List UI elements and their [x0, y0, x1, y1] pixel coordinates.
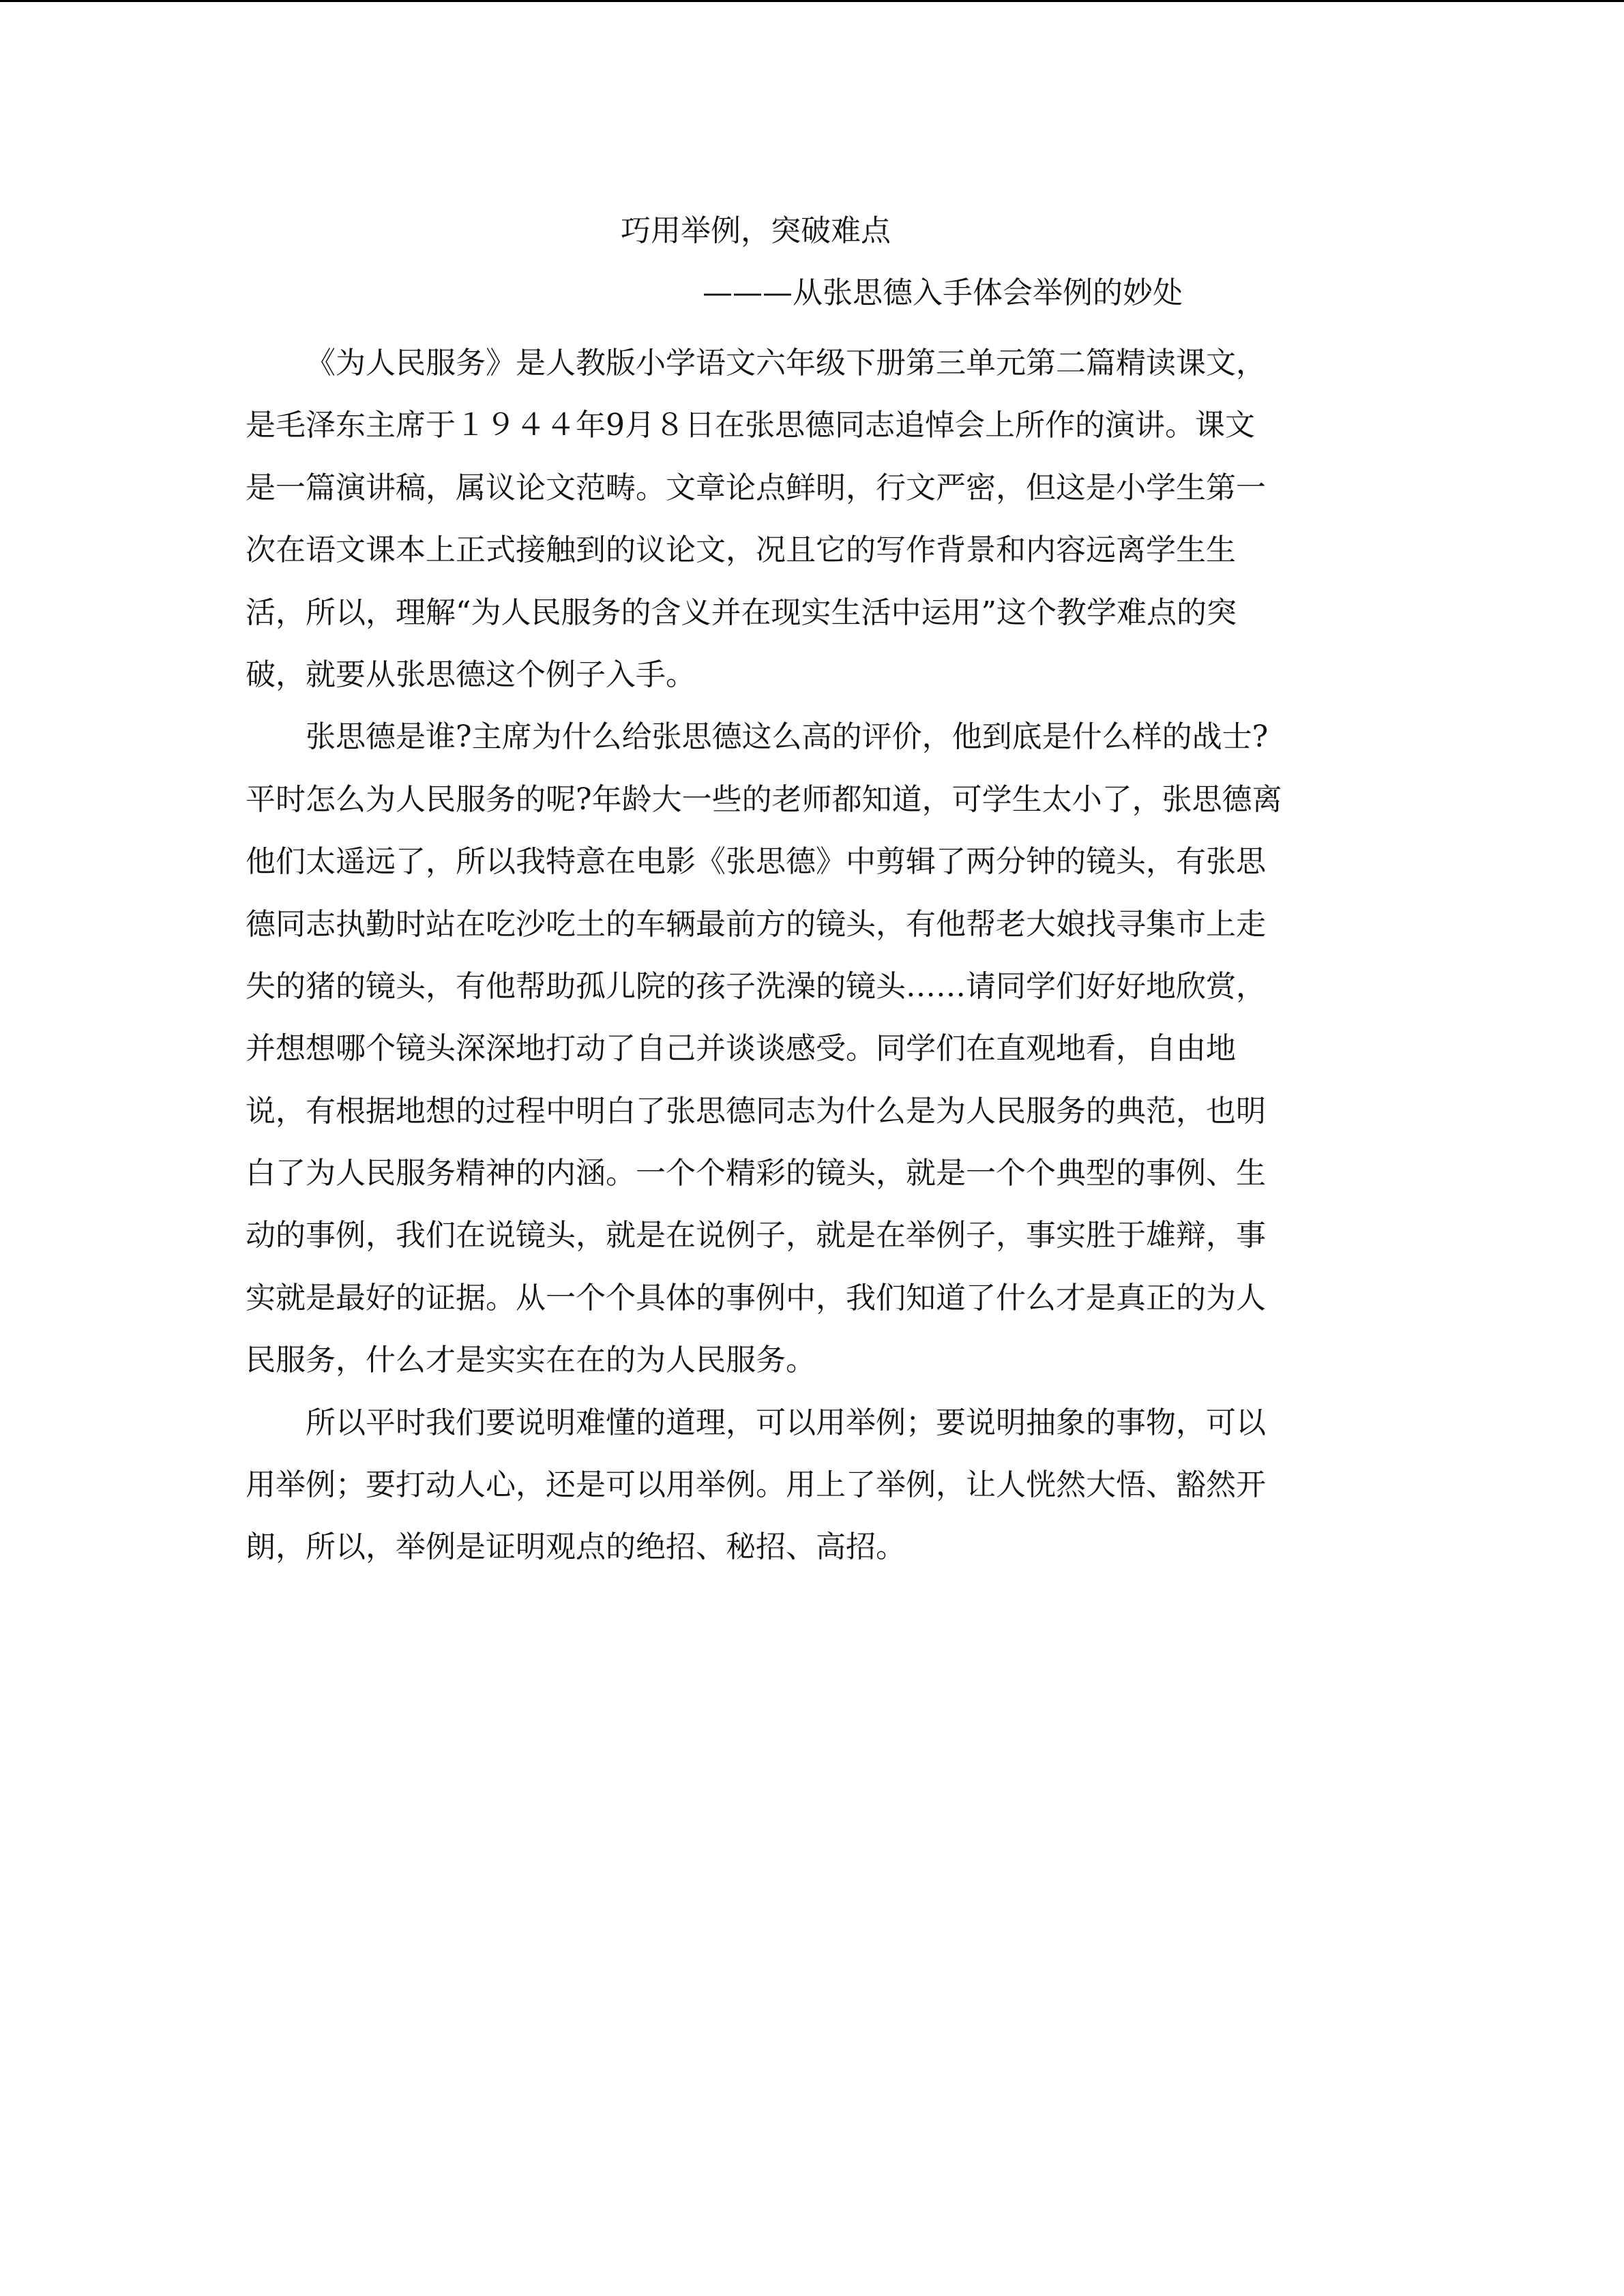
text-line: 朗，所以，举例是证明观点的绝招、秘招、高招。	[246, 1530, 906, 1565]
text-line: 破，就要从张思德这个例子入手。	[246, 657, 696, 692]
document-subtitle: ———从张思德入手体会举例的妙处	[703, 275, 1183, 310]
text-line: 并想想哪个镜头深深地打动了自己并谈谈感受。同学们在直观地看，自由地	[246, 1031, 1236, 1067]
text-line: 所以平时我们要说明难懂的道理，可以用举例；要说明抽象的事物，可以	[306, 1405, 1266, 1440]
paragraph-2	[246, 706, 1371, 1391]
paragraph-1	[246, 332, 1371, 706]
text-line: 平时怎么为人民服务的呢?年龄大一些的老师都知道，可学生太小了，张思德离	[246, 781, 1282, 817]
document-body	[246, 332, 1371, 1579]
text-line: 活，所以，理解“为人民服务的含义并在现实生活中运用”这个教学难点的突	[246, 595, 1237, 630]
text-line: 动的事例，我们在说镜头，就是在说例子，就是在举例子，事实胜于雄辩，事	[246, 1218, 1266, 1253]
text-line: 次在语文课本上正式接触到的议论文，况且它的写作背景和内容远离学生生	[246, 533, 1236, 568]
text-line: 《为人民服务》是人教版小学语文六年级下册第三单元第二篇精读课文，	[306, 346, 1266, 381]
text-line: 是一篇演讲稿，属议论文范畴。文章论点鲜明，行文严密，但这是小学生第一	[246, 470, 1266, 505]
paragraph-3	[246, 1392, 1371, 1579]
text-line: 德同志执勤时站在吃沙吃土的车辆最前方的镜头，有他帮老大娘找寻集市上走	[246, 906, 1266, 942]
text-line: 他们太遥远了，所以我特意在电影《张思德》中剪辑了两分钟的镜头，有张思	[246, 844, 1266, 880]
text-line: 是毛泽东主席于１９４４年9月８日在张思德同志追悼会上所作的演讲。课文	[246, 408, 1255, 443]
text-line: 用举例；要打动人心，还是可以用举例。用上了举例，让人恍然大悟、豁然开	[246, 1467, 1266, 1503]
text-line: 张思德是谁?主席为什么给张思德这么高的评价，他到底是什么样的战士?	[306, 719, 1269, 755]
text-line: 民服务，什么才是实实在在的为人民服务。	[246, 1343, 816, 1378]
text-line: 失的猪的镜头，有他帮助孤儿院的孩子洗澡的镜头……请同学们好好地欣赏，	[246, 968, 1266, 1004]
text-line: 说，有根据地想的过程中明白了张思德同志为什么是为人民服务的典范，也明	[246, 1093, 1266, 1129]
text-line: 白了为人民服务精神的内涵。一个个精彩的镜头，就是一个个典型的事例、生	[246, 1156, 1266, 1191]
document-title: 巧用举例，突破难点	[621, 213, 891, 248]
text-line: 实就是最好的证据。从一个个具体的事例中，我们知道了什么才是真正的为人	[246, 1280, 1266, 1315]
